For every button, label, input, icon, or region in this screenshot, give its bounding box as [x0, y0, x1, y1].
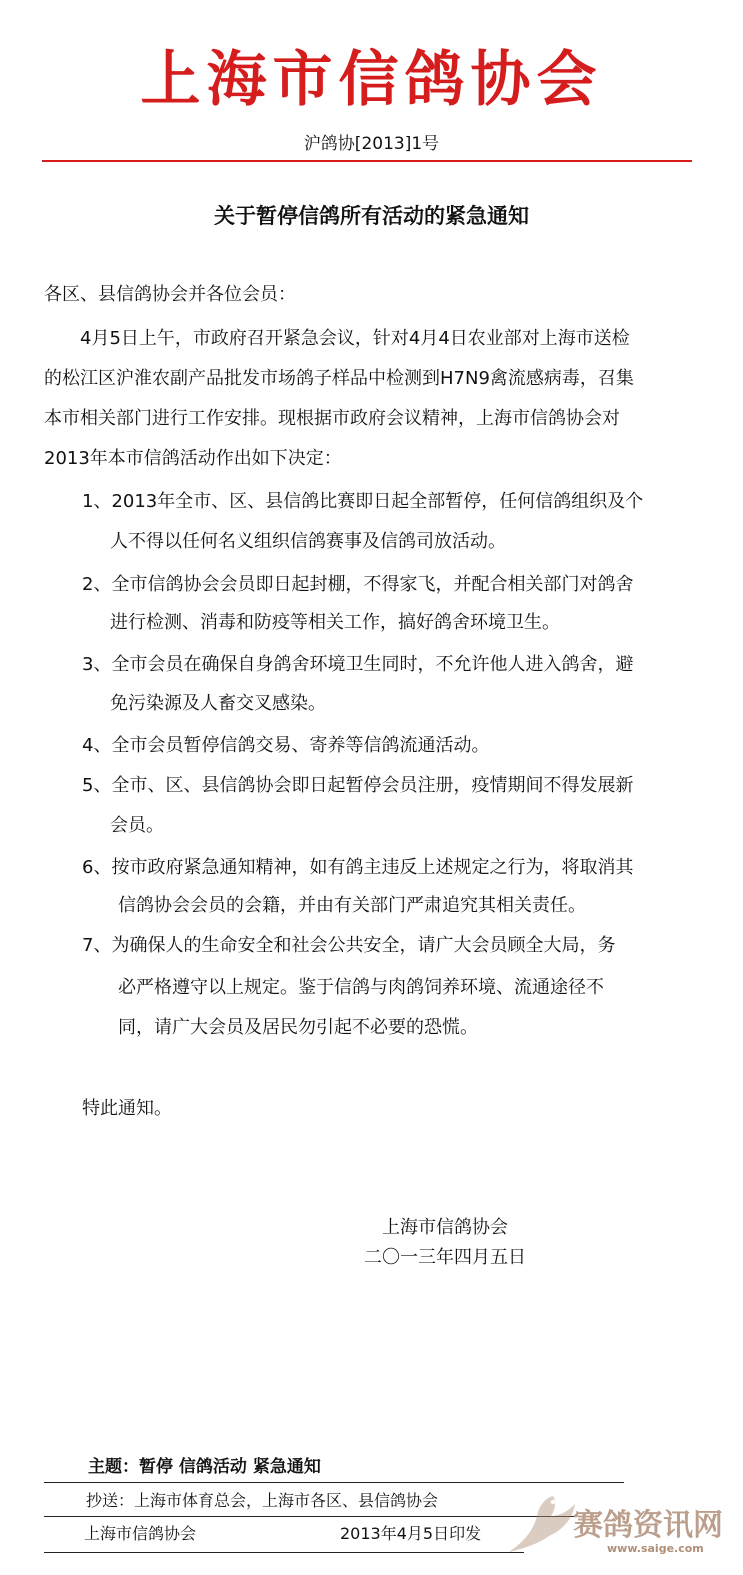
closing: 特此通知。 — [82, 1098, 172, 1119]
item-6-line-1: 6、按市政府紧急通知精神，如有鸽主违反上述规定之行为，将取消其 — [82, 857, 634, 878]
item-2-line-1: 2、全市信鸽协会会员即日起封棚，不得家飞，并配合相关部门对鸽舍 — [82, 574, 634, 595]
item-7-line-2: 必严格遵守以上规定。鉴于信鸽与肉鸽饲养环境、流通途径不 — [118, 977, 604, 998]
organization-header: 上海市信鸽协会 — [140, 45, 603, 115]
footer-rule-2 — [44, 1516, 574, 1517]
footer-subject: 主题：暂停 信鸽活动 紧急通知 — [88, 1457, 321, 1477]
item-4-line-1: 4、全市会员暂停信鸽交易、寄养等信鸽流通活动。 — [82, 735, 490, 756]
item-2-line-2: 进行检测、消毒和防疫等相关工作，搞好鸽舍环境卫生。 — [110, 612, 560, 633]
item-3-line-1: 3、全市会员在确保自身鸽舍环境卫生同时，不允许他人进入鸽舍，避 — [82, 654, 634, 675]
footer-cc: 抄送：上海市体育总会，上海市各区、县信鸽协会 — [86, 1491, 439, 1510]
item-7-line-3: 同，请广大会员及居民勿引起不必要的恐慌。 — [118, 1017, 478, 1038]
salutation: 各区、县信鸽协会并各位会员： — [44, 284, 296, 305]
intro-line-2: 的松江区沪淮农副产品批发市场鸽子样品中检测到H7N9禽流感病毒，召集 — [44, 368, 634, 389]
footer-print-date: 2013年4月5日印发 — [340, 1524, 482, 1543]
footer-issuer: 上海市信鸽协会 — [84, 1524, 197, 1543]
intro-line-1: 4月5日上午，市政府召开紧急会议，针对4月4日农业部对上海市送检 — [80, 328, 630, 349]
footer-rule-3 — [44, 1552, 524, 1553]
item-5-line-1: 5、全市、区、县信鸽协会即日起暂停会员注册，疫情期间不得发展新 — [82, 775, 634, 796]
document-number: 沪鸽协[2013]1号 — [303, 134, 440, 154]
item-5-line-2: 会员。 — [110, 815, 164, 836]
intro-line-4: 2013年本市信鸽活动作出如下决定： — [44, 448, 342, 469]
site-watermark — [503, 1480, 735, 1570]
signature-organization: 上海市信鸽协会 — [382, 1217, 508, 1238]
notice-title: 关于暂停信鸽所有活动的紧急通知 — [214, 204, 529, 228]
item-6-line-2: 信鸽协会会员的会籍，并由有关部门严肃追究其相关责任。 — [118, 895, 586, 916]
item-1-line-1: 1、2013年全市、区、县信鸽比赛即日起全部暂停，任何信鸽组织及个 — [82, 491, 644, 512]
signature-date: 二〇一三年四月五日 — [364, 1247, 526, 1268]
watermark-name: 赛鸽资讯网 — [573, 1508, 723, 1543]
header-divider — [42, 160, 692, 162]
item-1-line-2: 人不得以任何名义组织信鸽赛事及信鸽司放活动。 — [110, 531, 506, 552]
item-7-line-1: 7、为确保人的生命安全和社会公共安全，请广大会员顾全大局，务 — [82, 935, 616, 956]
watermark-url: www.saige.com — [607, 1542, 704, 1555]
pigeon-logo-icon — [503, 1486, 583, 1566]
item-3-line-2: 免污染源及人畜交叉感染。 — [110, 693, 326, 714]
intro-line-3: 本市相关部门进行工作安排。现根据市政府会议精神，上海市信鸽协会对 — [44, 408, 620, 429]
